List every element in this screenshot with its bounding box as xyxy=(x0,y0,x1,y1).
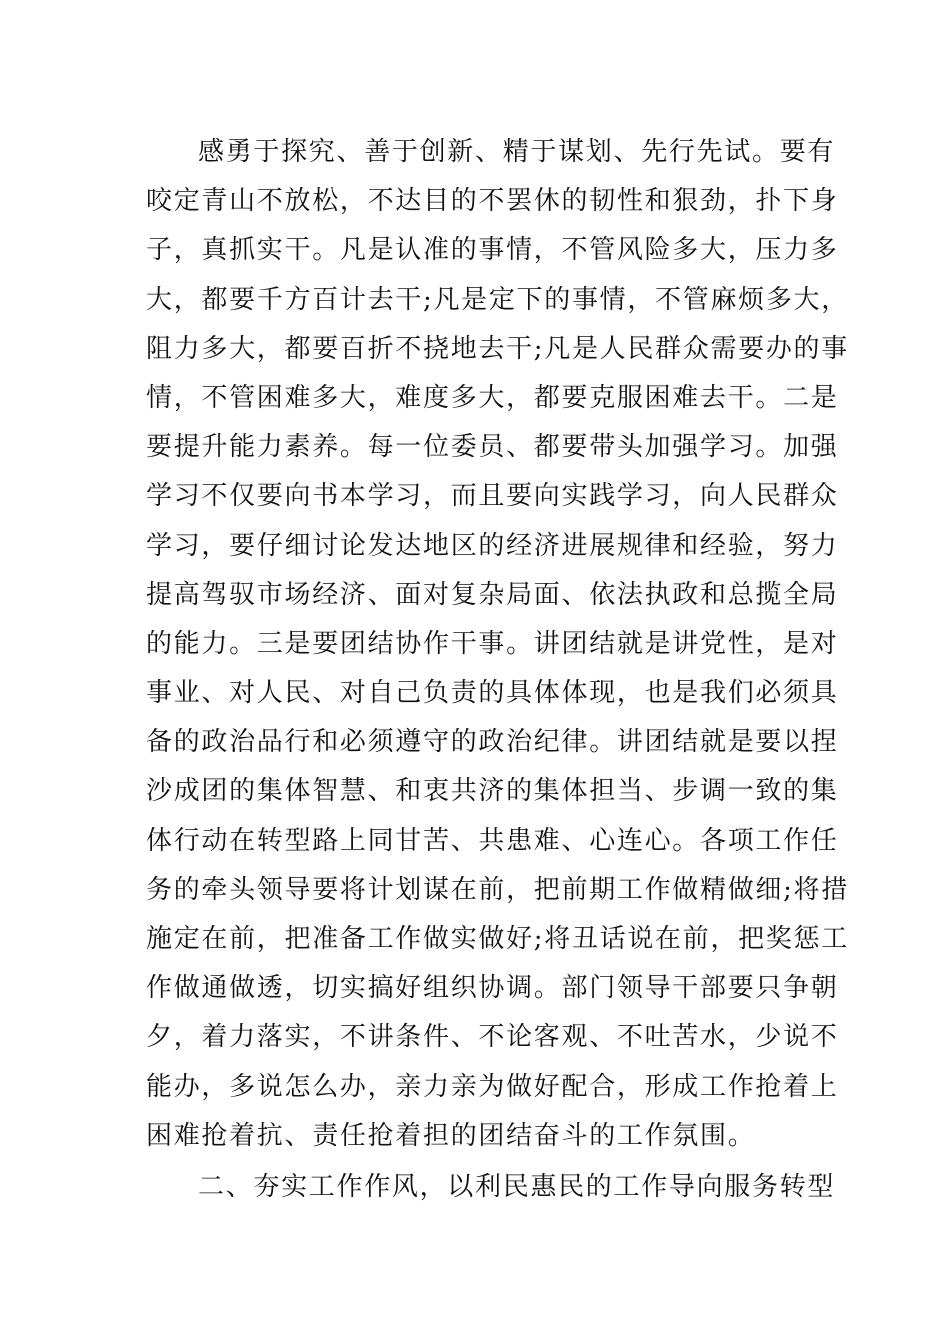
text-line: 情，不管困难多大，难度多大，都要克服困难去干。二是 xyxy=(146,382,839,413)
text-line: 提高驾驭市场经济、面对复杂局面、依法执政和总揽全局 xyxy=(146,579,839,610)
text-line: 阻力多大，都要百折不挠地去干;凡是人民群众需要办的事 xyxy=(146,333,849,364)
text-line: 夕，着力落实，不讲条件、不论客观、不吐苦水，少说不 xyxy=(146,1022,839,1053)
text-line: 作做通做透，切实搞好组织协调。部门领导干部要只争朝 xyxy=(146,973,839,1004)
text-line: 困难抢着抗、责任抢着担的团结奋斗的工作氛围。 xyxy=(146,1120,756,1151)
paragraph-1 xyxy=(146,128,849,1161)
text-line: 子，真抓实干。凡是认准的事情，不管风险多大，压力多 xyxy=(146,235,839,266)
text-line: 感勇于探究、善于创新、精于谋划、先行先试。要有 xyxy=(198,137,836,167)
text-line: 大，都要千方百计去干;凡是定下的事情，不管麻烦多大， xyxy=(146,284,849,315)
section-heading-line: 二、夯实工作作风，以利民惠民的工作导向服务转型 xyxy=(198,1171,836,1202)
text-line: 要提升能力素养。每一位委员、都要带头加强学习。加强 xyxy=(146,432,839,463)
text-line: 施定在前，把准备工作做实做好;将丑话说在前，把奖惩工 xyxy=(146,924,849,954)
text-line: 务的牵头领导要将计划谋在前，把前期工作做精做细;将措 xyxy=(146,874,849,905)
body-text xyxy=(146,128,849,1212)
text-line: 的能力。三是要团结协作干事。讲团结就是讲党性，是对 xyxy=(146,628,839,659)
paragraph-2 xyxy=(146,1163,836,1212)
text-line: 学习，要仔细讨论发达地区的经济进展规律和经验，努力 xyxy=(146,530,839,561)
text-line: 咬定青山不放松，不达目的不罢休的韧性和狠劲，扑下身 xyxy=(146,186,839,217)
text-line: 沙成团的集体智慧、和衷共济的集体担当、步调一致的集 xyxy=(146,776,839,807)
text-line: 事业、对人民、对自己负责的具体体现，也是我们必须具 xyxy=(146,678,839,709)
text-line: 学习不仅要向书本学习，而且要向实践学习，向人民群众 xyxy=(146,481,839,512)
text-line: 备的政治品行和必须遵守的政治纪律。讲团结就是要以捏 xyxy=(146,727,839,758)
text-line: 体行动在转型路上同甘苦、共患难、心连心。各项工作任 xyxy=(146,825,839,856)
text-line: 能办，多说怎么办，亲力亲为做好配合，形成工作抢着上 xyxy=(146,1071,839,1102)
